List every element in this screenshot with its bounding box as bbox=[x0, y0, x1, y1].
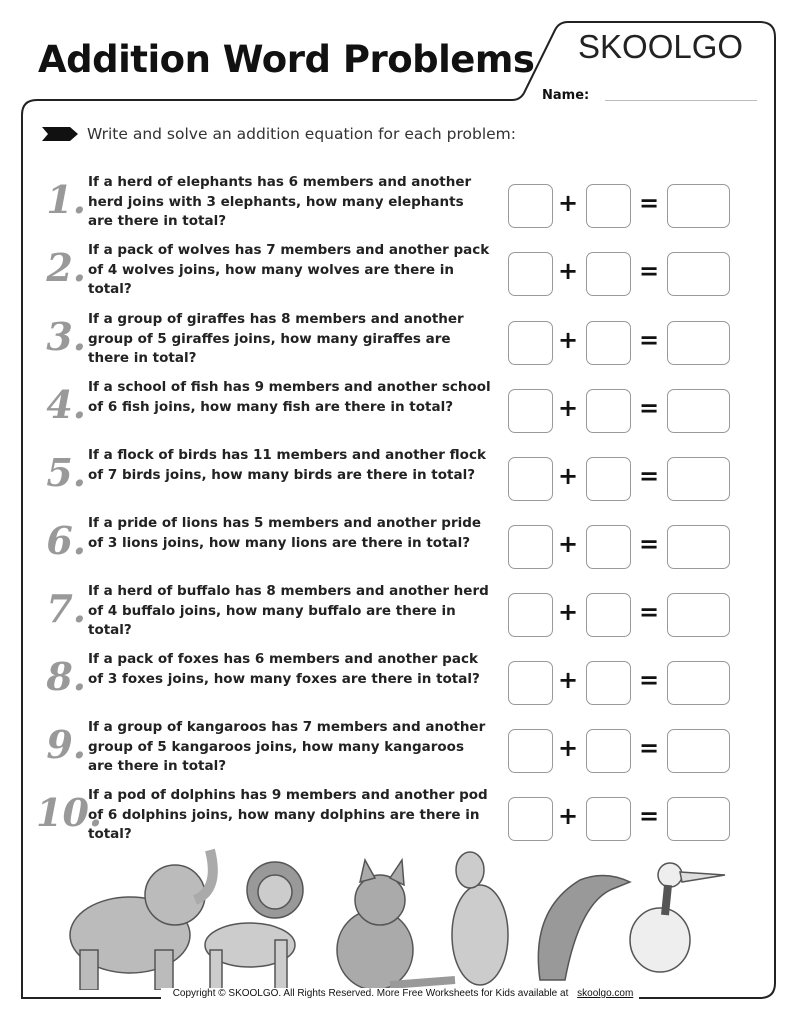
plus-sign: + bbox=[558, 530, 579, 558]
addend-2-box[interactable] bbox=[586, 252, 631, 296]
pelican-icon bbox=[630, 863, 725, 972]
equals-sign: = bbox=[639, 734, 660, 762]
problem-text: If a herd of buffalo has 8 members and another herd of 4 buffalo joins, how many buffalo are there in total? bbox=[88, 583, 489, 638]
plus-sign: + bbox=[558, 734, 579, 762]
sum-box[interactable] bbox=[667, 457, 730, 501]
plus-sign: + bbox=[558, 666, 579, 694]
addend-1-box[interactable] bbox=[508, 457, 553, 501]
plus-sign: + bbox=[558, 394, 579, 422]
plus-sign: + bbox=[558, 462, 579, 490]
problem-number: 4. bbox=[46, 382, 86, 427]
addend-2-box[interactable] bbox=[586, 593, 631, 637]
problem-row bbox=[30, 650, 770, 720]
addend-1-box[interactable] bbox=[508, 184, 553, 228]
problem-row bbox=[30, 173, 770, 243]
problem-number: 2. bbox=[46, 245, 86, 290]
problem-row bbox=[30, 514, 770, 584]
name-field[interactable] bbox=[605, 100, 757, 101]
problem-number: 6. bbox=[46, 518, 86, 563]
skoolgo-logo: SKOOLGO bbox=[578, 28, 744, 65]
wolf-icon bbox=[337, 860, 413, 990]
problem-number: 7. bbox=[46, 586, 86, 631]
instructions-text: Write and solve an addition equation for each problem: bbox=[87, 125, 517, 143]
addend-2-box[interactable] bbox=[586, 525, 631, 569]
equals-sign: = bbox=[639, 666, 660, 694]
sum-box[interactable] bbox=[667, 321, 730, 365]
sum-box[interactable] bbox=[667, 593, 730, 637]
problem-text: If a pride of lions has 5 members and another pride of 3 lions joins, how many lions are there in total? bbox=[88, 515, 482, 551]
problem-number: 1. bbox=[46, 177, 86, 222]
equals-sign: = bbox=[639, 530, 660, 558]
problem-text: If a group of giraffes has 8 members and another group of 5 giraffes joins, how many giraffes are there in total? bbox=[88, 311, 464, 366]
addend-2-box[interactable] bbox=[586, 389, 631, 433]
footer bbox=[0, 988, 800, 999]
skoolgo-link[interactable]: skoolgo.com bbox=[577, 988, 634, 999]
animals-illustration bbox=[60, 840, 740, 990]
problem-row bbox=[30, 378, 770, 448]
problem-number: 9. bbox=[46, 722, 86, 767]
addend-1-box[interactable] bbox=[508, 252, 553, 296]
addend-2-box[interactable] bbox=[586, 661, 631, 705]
addend-1-box[interactable] bbox=[508, 797, 553, 841]
addend-1-box[interactable] bbox=[508, 525, 553, 569]
sum-box[interactable] bbox=[667, 184, 730, 228]
equals-sign: = bbox=[639, 598, 660, 626]
sum-box[interactable] bbox=[667, 661, 730, 705]
problem-text: If a group of kangaroos has 7 members and another group of 5 kangaroos joins, how many kangaroos are there in total? bbox=[88, 719, 486, 774]
lion-icon bbox=[205, 862, 303, 990]
addend-2-box[interactable] bbox=[586, 797, 631, 841]
problem-text: If a pack of foxes has 6 members and another pack of 3 foxes joins, how many foxes are there in total? bbox=[88, 651, 480, 687]
sum-box[interactable] bbox=[667, 252, 730, 296]
addend-2-box[interactable] bbox=[586, 321, 631, 365]
problem-row bbox=[30, 310, 770, 380]
addend-2-box[interactable] bbox=[586, 184, 631, 228]
problem-row bbox=[30, 582, 770, 652]
problem-text: If a school of fish has 9 members and another school of 6 fish joins, how many fish are there in total? bbox=[88, 379, 491, 415]
problem-row bbox=[30, 241, 770, 311]
plus-sign: + bbox=[558, 598, 579, 626]
problem-number: 3. bbox=[46, 314, 86, 359]
page-title: Addition Word Problems bbox=[38, 38, 535, 81]
addend-2-box[interactable] bbox=[586, 729, 631, 773]
problem-row bbox=[30, 718, 770, 788]
arrow-banner-icon bbox=[42, 127, 78, 141]
problem-text: If a herd of elephants has 6 members and another herd joins with 3 elephants, how many elephants are there in total? bbox=[88, 174, 472, 229]
sum-box[interactable] bbox=[667, 797, 730, 841]
equals-sign: = bbox=[639, 394, 660, 422]
plus-sign: + bbox=[558, 189, 579, 217]
copyright-text: Copyright © SKOOLGO. All Rights Reserved. More Free Worksheets for Kids available at bbox=[167, 988, 575, 999]
plus-sign: + bbox=[558, 257, 579, 285]
problem-text: If a pod of dolphins has 9 members and another pod of 6 dolphins joins, how many dolphins are there in total? bbox=[88, 787, 488, 842]
problem-text: If a pack of wolves has 7 members and another pack of 4 wolves joins, how many wolves are there in total? bbox=[88, 242, 490, 297]
equals-sign: = bbox=[639, 462, 660, 490]
instructions bbox=[42, 125, 516, 143]
problem-number: 8. bbox=[46, 654, 86, 699]
problem-row bbox=[30, 446, 770, 516]
equals-sign: = bbox=[639, 802, 660, 830]
equals-sign: = bbox=[639, 326, 660, 354]
equals-sign: = bbox=[639, 189, 660, 217]
plus-sign: + bbox=[558, 802, 579, 830]
dolphin-icon bbox=[538, 875, 630, 980]
sum-box[interactable] bbox=[667, 525, 730, 569]
name-label: Name: bbox=[542, 88, 590, 103]
equals-sign: = bbox=[639, 257, 660, 285]
plus-sign: + bbox=[558, 326, 579, 354]
addend-1-box[interactable] bbox=[508, 729, 553, 773]
addend-1-box[interactable] bbox=[508, 321, 553, 365]
sum-box[interactable] bbox=[667, 389, 730, 433]
addend-1-box[interactable] bbox=[508, 661, 553, 705]
addend-1-box[interactable] bbox=[508, 593, 553, 637]
addend-2-box[interactable] bbox=[586, 457, 631, 501]
addend-1-box[interactable] bbox=[508, 389, 553, 433]
problem-number: 10. bbox=[36, 790, 103, 835]
sum-box[interactable] bbox=[667, 729, 730, 773]
elephant-icon bbox=[70, 850, 213, 990]
problem-text: If a flock of birds has 11 members and another flock of 7 birds joins, how many birds are there in total? bbox=[88, 447, 486, 483]
problem-number: 5. bbox=[46, 450, 86, 495]
